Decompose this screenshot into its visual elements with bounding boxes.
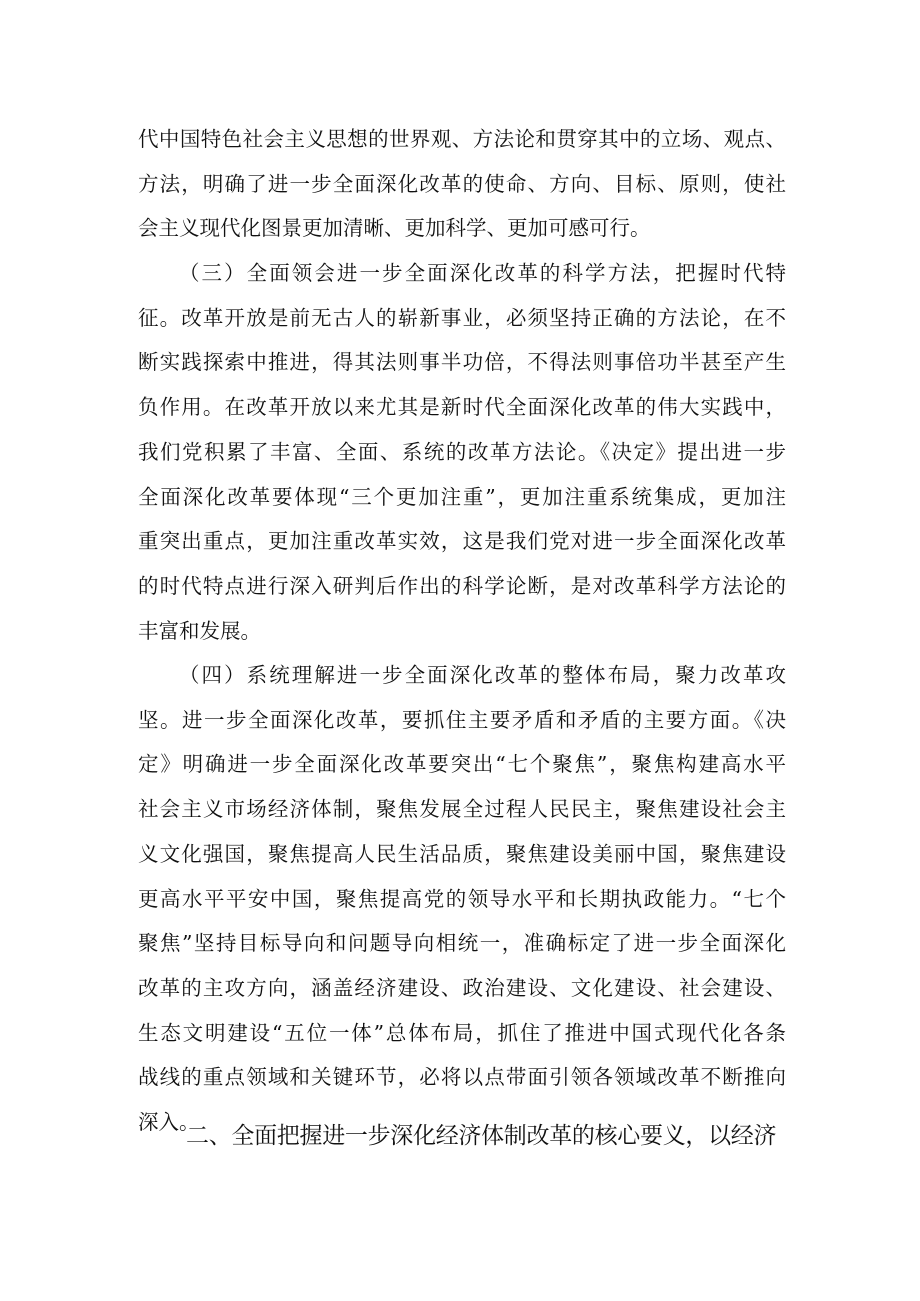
- text-line: 我们党积累了丰富、全面、系统的改革方法论。《决定》提出进一步: [138, 439, 786, 464]
- text-line: 义文化强国，聚焦提高人民生活品质，聚焦建设美丽中国，聚焦建设: [138, 841, 786, 866]
- text-line: 战线的重点领域和关键环节，必将以点带面引领各领域改革不断推向: [138, 1065, 786, 1090]
- text-line: 生态文明建设“五位一体”总体布局，抓住了推进中国式现代化各条: [138, 1020, 786, 1045]
- text-line: 深入。: [138, 1110, 200, 1135]
- text-line: 定》明确进一步全面深化改革要突出“七个聚焦”，聚焦构建高水平: [138, 752, 786, 777]
- paragraph-section-four: [138, 653, 786, 1145]
- paragraph-intro-continuation: [138, 117, 786, 251]
- text-line: 聚焦”坚持目标导向和问题导向相统一，准确标定了进一步全面深化: [138, 931, 786, 956]
- text-line: 全面深化改革要体现“三个更加注重”，更加注重系统集成，更加注: [138, 484, 786, 509]
- text-line: （四）系统理解进一步全面深化改革的整体布局，聚力改革攻: [179, 663, 786, 687]
- text-line: 会主义现代化图景更加清晰、更加科学、更加可感可行。: [138, 216, 651, 241]
- text-line: 方法，明确了进一步全面深化改革的使命、方向、目标、原则，使社: [138, 171, 786, 196]
- paragraph-section-three: [138, 251, 786, 653]
- text-line: 代中国特色社会主义思想的世界观、方法论和贯穿其中的立场、观点、: [138, 127, 786, 151]
- text-line: 丰富和发展。: [138, 618, 261, 643]
- text-line: 的时代特点进行深入研判后作出的科学论断，是对改革科学方法论的: [138, 573, 786, 598]
- text-line: 负作用。在改革开放以来尤其是新时代全面深化改革的伟大实践中，: [138, 395, 786, 420]
- text-line: 坚。进一步全面深化改革，要抓住主要矛盾和矛盾的主要方面。《决: [138, 707, 786, 732]
- section-heading: 二、全面把握进一步深化经济体制改革的核心要义，以经济: [186, 1123, 777, 1149]
- text-line: 改革的主攻方向，涵盖经济建设、政治建设、文化建设、社会建设、: [138, 975, 786, 1000]
- text-line: 重突出重点，更加注重改革实效，这是我们党对进一步全面深化改革: [138, 529, 786, 554]
- text-line: 更高水平平安中国，聚焦提高党的领导水平和长期执政能力。“七个: [138, 886, 786, 911]
- text-line: 断实践探索中推进，得其法则事半功倍，不得法则事倍功半甚至产生: [138, 350, 786, 375]
- text-line: 社会主义市场经济体制，聚焦发展全过程人民民主，聚焦建设社会主: [138, 797, 786, 822]
- text-line: （三）全面领会进一步全面深化改革的科学方法，把握时代特: [179, 261, 786, 285]
- text-line: 征。改革开放是前无古人的崭新事业，必须坚持正确的方法论，在不: [138, 305, 786, 330]
